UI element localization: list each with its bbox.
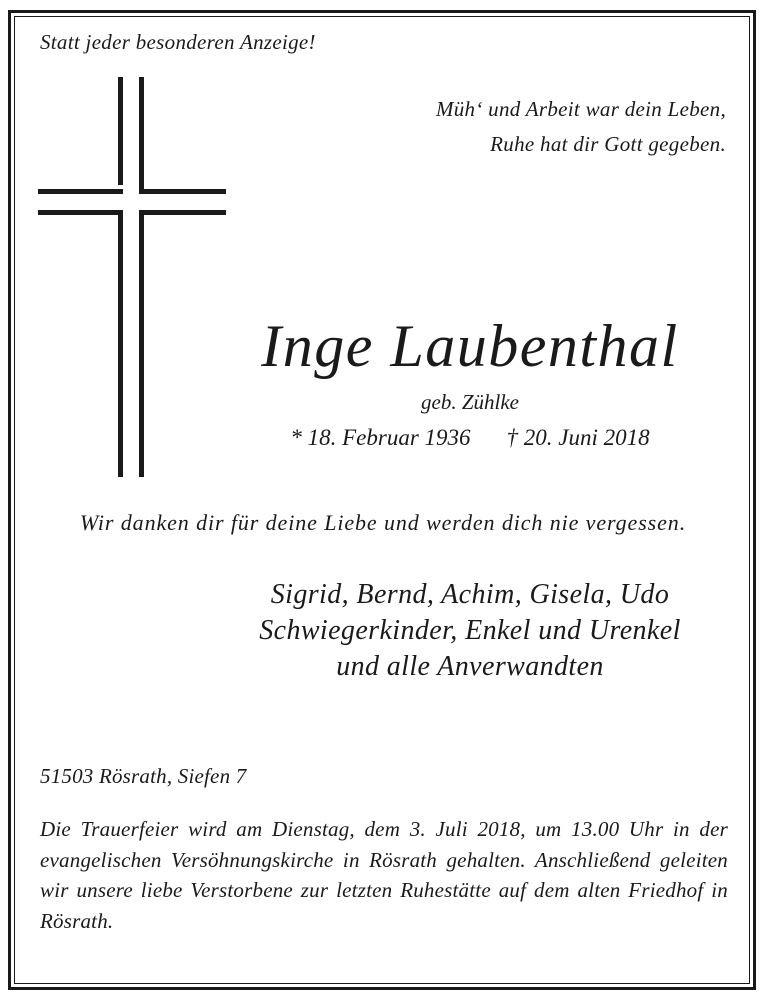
mourner-line: und alle Anverwandten — [336, 651, 604, 682]
cross-icon — [38, 77, 226, 477]
funeral-info: Die Trauerfeier wird am Dienstag, dem 3. Juli 2018, um 13.00 Uhr in der evangelischen Versöhnungskirche in Rösrath gehalten. Anschließend geleiten wir unsere liebe Verstorbene zur letzten Ruhestätte auf dem alten Friedhof in Rösrath. — [40, 817, 728, 933]
birth-date: * 18. Februar 1936 — [290, 425, 471, 450]
thanks-line: Wir danken dir für deine Liebe und werden dich nie vergessen. — [79, 510, 687, 535]
mourner-line: Sigrid, Bernd, Achim, Gisela, Udo — [270, 579, 670, 610]
verse-line: Müh‘ und Arbeit war dein Leben, — [435, 97, 726, 121]
verse-line: Ruhe hat dir Gott gegeben. — [490, 132, 726, 156]
address: 51503 Rösrath, Siefen 7 — [40, 764, 247, 788]
deceased-name: Inge Laubenthal — [261, 313, 679, 379]
birth-name: geb. Zühlke — [421, 390, 519, 414]
death-date: † 20. Juni 2018 — [506, 425, 650, 450]
mourners — [200, 577, 740, 685]
life-dates — [200, 425, 740, 451]
mourner-line: Schwiegerkinder, Enkel und Urenkel — [259, 615, 681, 646]
header-text: Statt jeder besonderen Anzeige! — [40, 30, 316, 54]
verse — [436, 92, 726, 162]
